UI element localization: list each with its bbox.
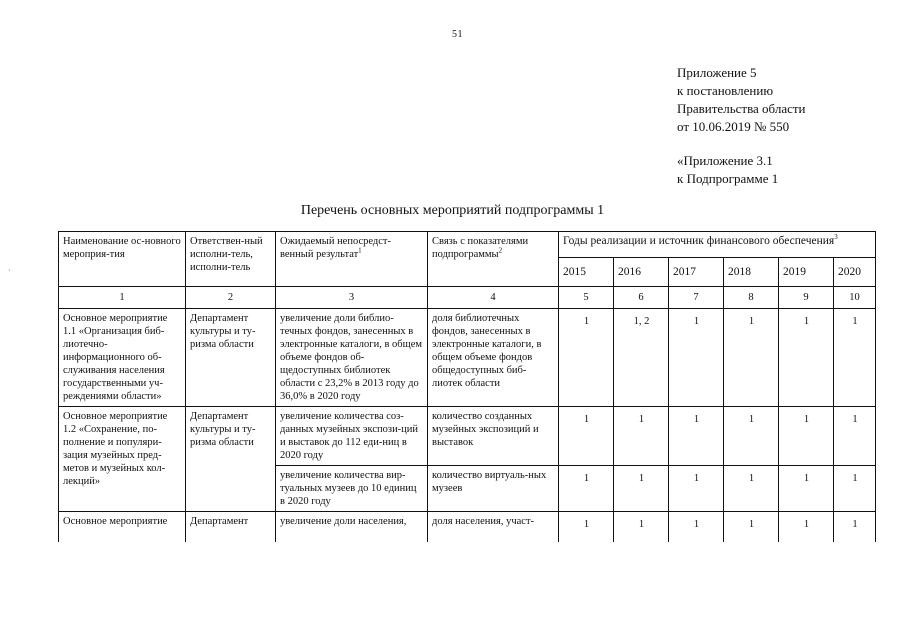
- year-value: 1: [779, 512, 834, 542]
- year-value: 1: [559, 512, 614, 542]
- header-year: 2019: [779, 258, 834, 287]
- year-value: 1: [779, 407, 834, 466]
- measure-cell: Основное мероприятие 1.2 «Сохранение, по-полнение и популяри-зация музейных пред-метов и музейных кол-лекций»: [59, 407, 186, 512]
- header-years-group-label: Годы реализации и источник финансового обеспечения: [563, 235, 835, 247]
- measures-table: [58, 231, 876, 542]
- appendix-line: Правительства области: [677, 101, 806, 116]
- table-row: [59, 512, 876, 542]
- footnote-mark: 1: [358, 246, 362, 255]
- column-number: 7: [669, 287, 724, 309]
- indicator-cell: доля библиотечных фондов, занесенных в электронные каталоги, в общем объеме фондов общедоступных биб-лиотек области: [428, 309, 559, 407]
- header-executor-label: Ответствен-ный исполни-тель, исполни-тель: [190, 236, 263, 273]
- year-value: 1: [779, 309, 834, 407]
- year-value: 1: [559, 466, 614, 512]
- appendix-line: «Приложение 3.1: [677, 153, 773, 168]
- year-value: 1: [669, 309, 724, 407]
- indicator-cell: доля населения, участ-: [428, 512, 559, 542]
- appendix-line: к Подпрограмме 1: [677, 171, 779, 186]
- appendix-line: Приложение 5: [677, 65, 757, 80]
- column-number: 2: [186, 287, 276, 309]
- header-row: [59, 232, 876, 258]
- year-value: 1: [614, 407, 669, 466]
- year-value: 1: [559, 309, 614, 407]
- appendix-line: от 10.06.2019 № 550: [677, 119, 790, 134]
- year-value: 1: [834, 466, 876, 512]
- year-value: 1: [669, 466, 724, 512]
- year-value: 1: [779, 466, 834, 512]
- executor-cell: Департамент культуры и ту-ризма области: [186, 407, 276, 512]
- year-value: 1: [724, 309, 779, 407]
- year-value: 1: [834, 309, 876, 407]
- table-row: [59, 407, 876, 466]
- executor-cell: Департамент: [186, 512, 276, 542]
- header-indicator-label: Связь с показателями подпрограммы: [432, 236, 529, 260]
- header-years-group: [559, 232, 876, 258]
- header-year: 2016: [614, 258, 669, 287]
- result-cell: увеличение количества вир-туальных музеев до 10 единиц в 2020 году: [276, 466, 428, 512]
- year-value: 1: [724, 466, 779, 512]
- page-number: 51: [452, 29, 463, 40]
- header-result: [276, 232, 428, 287]
- year-value: 1: [724, 512, 779, 542]
- header-indicator: [428, 232, 559, 287]
- indicator-cell: количество созданных музейных экспозиций и выставок: [428, 407, 559, 466]
- year-value: 1: [614, 466, 669, 512]
- column-number: 10: [834, 287, 876, 309]
- year-value: 1: [669, 407, 724, 466]
- column-number: 6: [614, 287, 669, 309]
- column-number-row: [59, 287, 876, 309]
- measure-cell: Основное мероприятие 1.1 «Организация биб-лиотечно-информационного об-служивания населения государственными уч-реждениями области»: [59, 309, 186, 407]
- result-cell: увеличение доли библио-течных фондов, занесенных в электронные каталоги, в общем объеме фондов об-щедоступных библиотек области с 23,2% в 2013 году до 36,0% в 2020 году: [276, 309, 428, 407]
- year-value: 1: [724, 407, 779, 466]
- column-number: 9: [779, 287, 834, 309]
- column-number: 3: [276, 287, 428, 309]
- column-number: 8: [724, 287, 779, 309]
- result-cell: увеличение количества соз-данных музейных экспози-ций и выставок до 112 еди-ниц в 2020 году: [276, 407, 428, 466]
- year-value: 1: [559, 407, 614, 466]
- executor-cell: Департамент культуры и ту-ризма области: [186, 309, 276, 407]
- appendix-line: к постановлению: [677, 83, 774, 98]
- appendix-spacer: [677, 136, 806, 152]
- document-title: Перечень основных мероприятий подпрограммы 1: [300, 203, 605, 218]
- indicator-cell: количество виртуаль-ных музеев: [428, 466, 559, 512]
- footnote-mark: 3: [834, 233, 838, 242]
- header-measure-label: Наименование ос-новного мероприя-тия: [63, 236, 181, 260]
- column-number: 1: [59, 287, 186, 309]
- header-year: 2020: [834, 258, 876, 287]
- measure-cell: Основное мероприятие: [59, 512, 186, 542]
- header-year: 2015: [559, 258, 614, 287]
- result-cell: увеличение доли населения,: [276, 512, 428, 542]
- column-number: 5: [559, 287, 614, 309]
- header-measure: [59, 232, 186, 287]
- column-number: 4: [428, 287, 559, 309]
- appendix-header: [677, 64, 806, 188]
- header-result-label: Ожидаемый непосредст-венный результат: [280, 236, 391, 260]
- header-year: 2017: [669, 258, 724, 287]
- table-row: [59, 309, 876, 407]
- header-executor: [186, 232, 276, 287]
- year-value: 1: [669, 512, 724, 542]
- year-value: 1: [614, 512, 669, 542]
- year-value: 1: [834, 512, 876, 542]
- year-value: 1, 2: [614, 309, 669, 407]
- header-year: 2018: [724, 258, 779, 287]
- year-value: 1: [834, 407, 876, 466]
- footnote-mark: 2: [498, 246, 503, 255]
- scan-mark: ·: [8, 266, 11, 275]
